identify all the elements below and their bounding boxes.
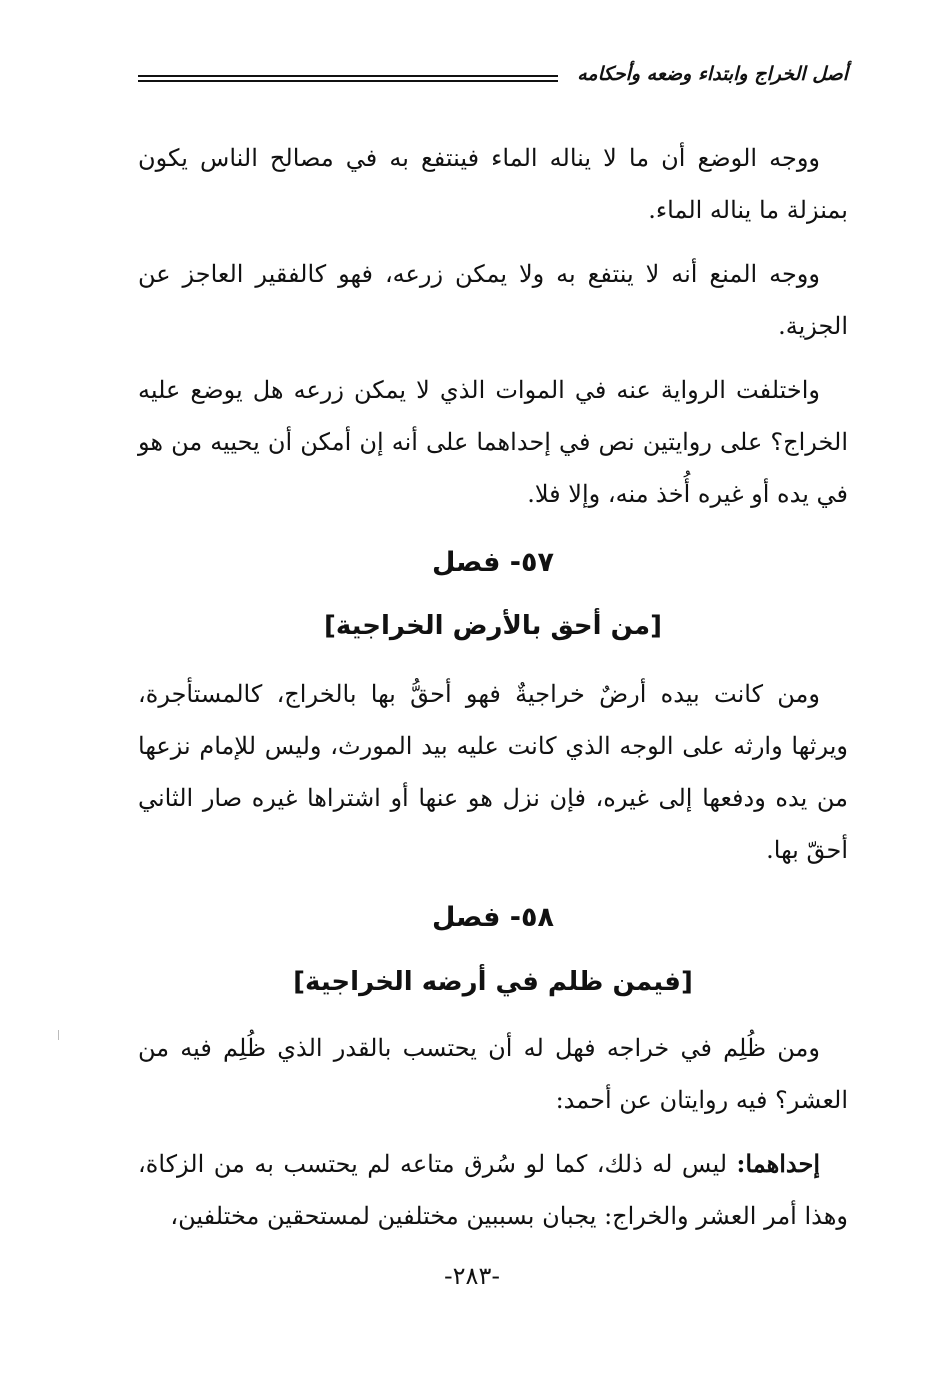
section-57-number: ٥٧- فصل [432,547,554,578]
page-number: -٢٨٣- [443,1262,500,1290]
running-title: أصل الخراج وابتداء وضعه وأحكامه [577,63,848,85]
paragraph-6 [138,1138,848,1242]
paragraph-text: ووجه الوضع أن ما لا يناله الماء فينتفع به في مصالح الناس يكون بمنزلة ما يناله الماء. [138,144,848,224]
section-58-title: [فيمن ظلم في أرضه الخراجية] [293,967,693,997]
section-58-number: ٥٨- فصل [432,902,554,933]
margin-mark [58,1030,59,1040]
paragraph-3 [138,364,848,520]
header-rule-bottom [138,80,558,82]
paragraph-text: ومن كانت بيده أرضٌ خراجيةٌ فهو أحقُّ بها بالخراج، كالمستأجرة، ويرثها وارثه على الوجه الذي كانت عليه بيد المورث، وليس للإمام نزعها من يده ودفعها إلى غيره، فإن نزل هو عنها أو اشتراها غيره صار الثاني أحقّ بها. [138,680,848,864]
paragraph-text: ووجه المنع أنه لا ينتفع به ولا يمكن زرعه، فهو كالفقير العاجز عن الجزية. [138,260,848,340]
paragraph-4 [138,668,848,876]
header-double-rule [138,75,558,82]
paragraph-text [138,1138,848,1242]
paragraph-5 [138,1022,848,1126]
paragraph-text: ومن ظُلِم في خراجه فهل له أن يحتسب بالقدر الذي ظُلِم فيه من العشر؟ فيه روايتان عن أحمد: [138,1034,848,1114]
paragraph-1 [138,132,848,236]
header-rule-top [138,75,558,77]
paragraph-2 [138,248,848,352]
paragraph-text: واختلفت الرواية عنه في الموات الذي لا يمكن زرعه هل يوضع عليه الخراج؟ على روايتين نص في إحداهما على أنه إن أمكن أن يحييه من هو في يده أو غيره أُخذ منه، وإلا فلا. [138,376,848,508]
section-57-title: [من أحق بالأرض الخراجية] [324,611,662,641]
paragraph-rest: ليس له ذلك، كما لو سُرق متاعه لم يحتسب به من الزكاة، وهذا أمر العشر والخراج: يجبان بسببين مختلفين لمستحقين مختلفين، [138,1150,848,1230]
paragraph-lead-word: إحداهما: [736,1149,820,1178]
running-header [138,62,848,92]
